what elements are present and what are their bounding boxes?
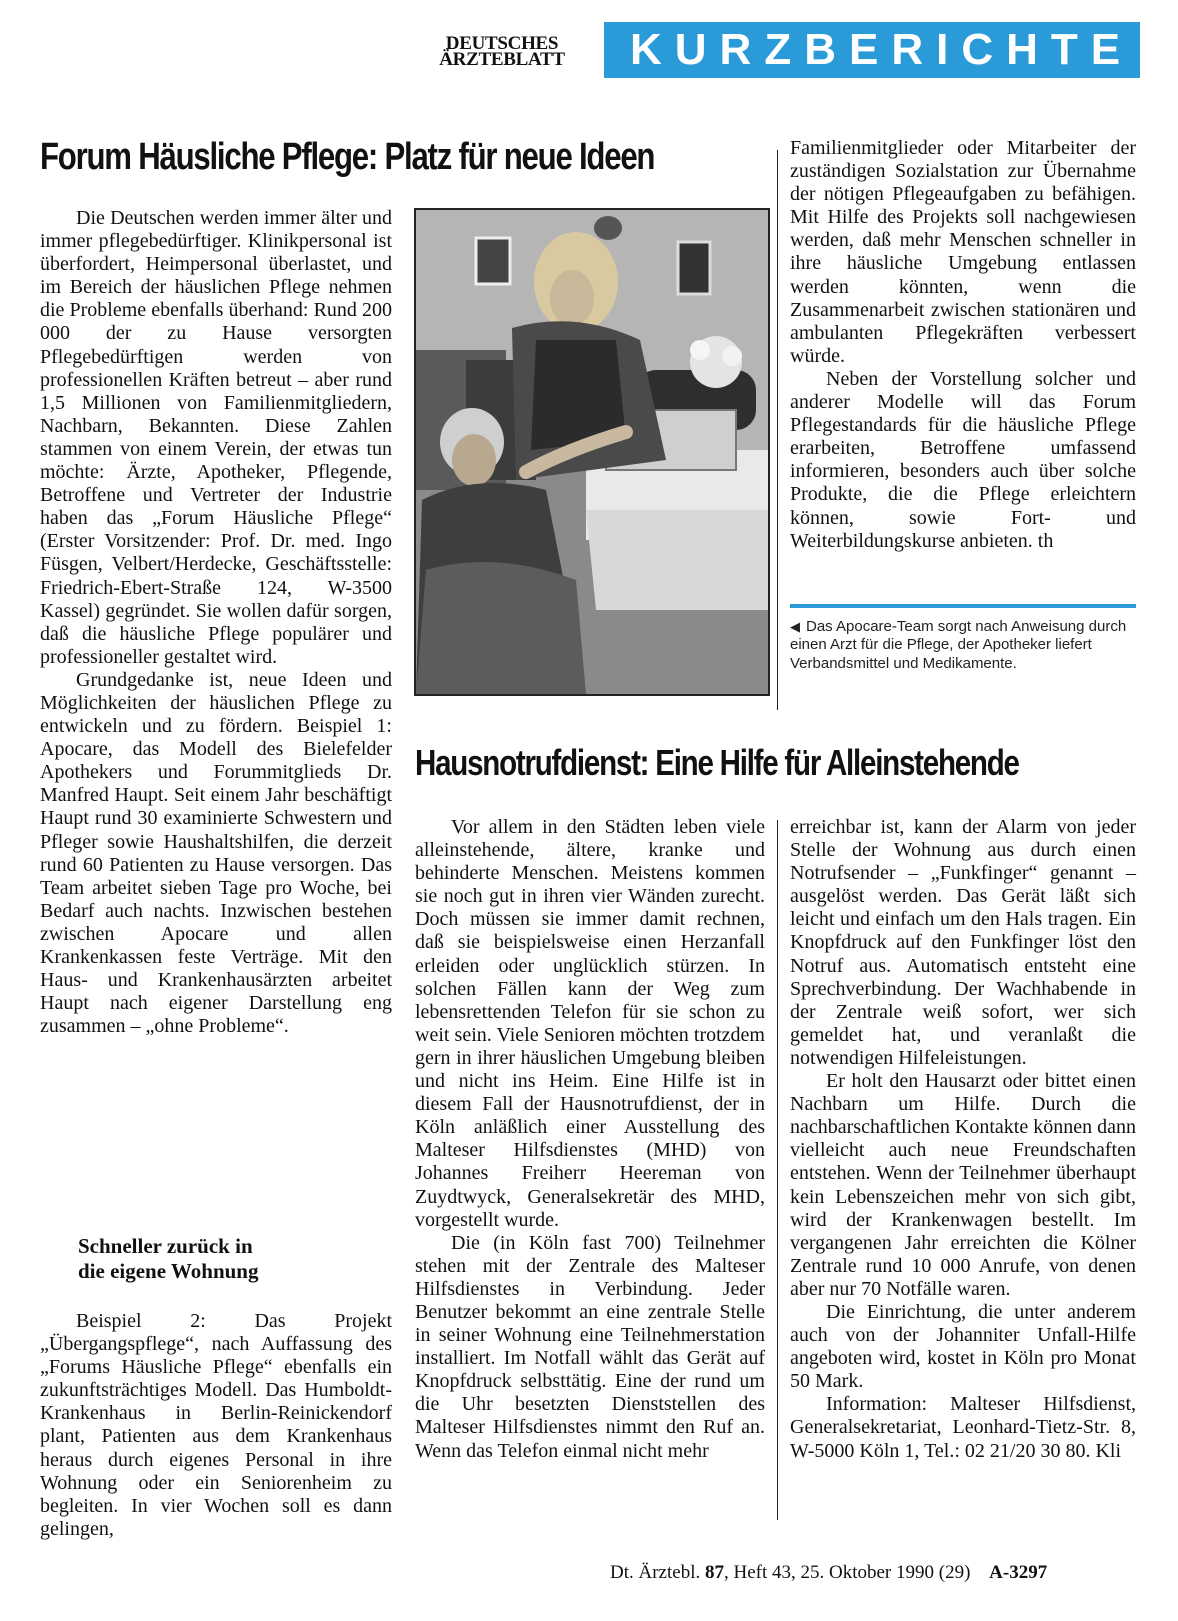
article1-subheading xyxy=(78,1234,398,1284)
section-title: KURZBERICHTE xyxy=(630,25,1134,74)
article2-col3-para3: Die Einrichtung, die unter anderem auch von der Johanniter Unfall-Hilfe angeboten wird, kostet in Köln pro Monat 50 Mark. xyxy=(790,1300,1136,1393)
column-divider xyxy=(777,820,778,1520)
article2-headline: Hausnotrufdienst: Eine Hilfe für Alleinstehende xyxy=(415,742,1019,783)
caption-text: Das Apocare-Team sorgt nach Anweisung durch einen Arzt für die Pflege, der Apotheker liefert Verbandsmittel und Medikamente. xyxy=(790,618,1127,672)
article1-col3-para1: Familienmitglieder oder Mitarbeiter der zuständigen Sozialstation zur Übernahme der nötigen Pflegeaufgaben zu befähigen. Mit Hilfe des Projekts soll nachgewiesen werden, daß mehr Menschen schneller in ihre häusliche Umgebung entlassen werden könnten, wenn die Zusammenarbeit zwischen stationären und ambulanten Pflegekräften verbessert würde. xyxy=(790,137,1136,367)
article1-column3 xyxy=(790,137,1136,553)
masthead-line2: ÄRZTEBLATT xyxy=(439,49,565,70)
page-footer xyxy=(610,1562,1047,1584)
article2-column1 xyxy=(415,816,765,1463)
article1-column1-continued xyxy=(40,1310,392,1541)
caption-arrow-icon: ◀ xyxy=(790,619,800,634)
footer-page-number: A-3297 xyxy=(989,1562,1048,1583)
footer-issue: , Heft 43, 25. Oktober 1990 (29) xyxy=(723,1562,971,1583)
masthead-logo xyxy=(420,33,584,70)
article2-column2 xyxy=(790,816,1136,1463)
article1-col1b-para: Beispiel 2: Das Projekt „Übergangspflege“, nach Auffassung des „Forums Häusliche Pflege“ ebenfalls ein zukunftsträchtiges Modell. Das Humboldt-Krankenhaus in Berlin-Reinickendorf plant, Patienten aus dem Krankenhaus heraus durch eigenes Personal in ihre Wohnung oder ein Seniorenheim zu begleiten. In vier Wochen soll es dann gelingen, xyxy=(40,1310,392,1540)
masthead-line1: DEUTSCHES xyxy=(445,33,559,54)
photo-caption xyxy=(790,618,1140,673)
article1-col3-para2: Neben der Vorstellung solcher und anderer Modelle will das Forum Pflegestandards für die häusliche Pflege erarbeiten, Betroffene umfassend informieren, besonders auch über solche Produkte, die die Pflege erleichtern können, sowie Fort- und Weiterbildungskurse anbieten. th xyxy=(790,367,1136,552)
caption-rule xyxy=(790,604,1136,608)
footer-prefix: Dt. Ärztebl. xyxy=(610,1562,701,1583)
photo-illustration xyxy=(416,210,768,694)
section-bar xyxy=(604,22,1140,78)
article1-column1 xyxy=(40,207,392,1038)
article2-col3-para1: erreichbar ist, kann der Alarm von jeder Stelle der Wohnung aus durch einen Notrufsender – „Funkfinger“ genannt – ausgelöst werden. Das Gerät läßt sich leicht und einfach um den Hals tragen. Ein Knopfdruck auf den Funkfinger löst den Notruf aus. Automatisch entsteht eine Sprechverbindung. Der Wachhabende in der Zentrale weiß sofort, wer sich gemeldet hat, und veranlaßt die notwendigen Hilfeleistungen. xyxy=(790,816,1136,1069)
article1-headline: Forum Häusliche Pflege: Platz für neue Ideen xyxy=(40,136,655,178)
article2-col3-para2: Er holt den Hausarzt oder bittet einen Nachbarn um Hilfe. Durch die nachbarschaftlichen Kontakte können dann vielleicht auch neue Freundschaften entstehen. Wenn der Teilnehmer überhaupt kein Lebenszeichen mehr von sich gibt, wird der Krankenwagen bestellt. Im vergangenen Jahr erreichten die Kölner Zentrale rund 10 000 Anrufe, von denen aber nur 70 Notfälle waren. xyxy=(790,1070,1136,1300)
article2-col3-para4: Information: Malteser Hilfsdienst, Generalsekretariat, Leonhard-Tietz-Str. 8, W-5000 Köln 1, Tel.: 02 21/20 30 80. Kli xyxy=(790,1393,1136,1462)
article1-col1-para1: Die Deutschen werden immer älter und immer pflegebedürftiger. Klinikpersonal ist überfordert, Heimpersonal überlastet, und im Bereich der häuslichen Pflege nehmen die Probleme ebenfalls überhand: Rund 200 000 der zu Hause versorgten Pflegebedürftigen werden von professionellen Kräften betreut – aber rund 1,5 Millionen von Familienmitgliedern, Nachbarn, Bekannten. Diese Zahlen stammen von einem Verein, der etwas tun möchte: Ärzte, Apotheker, Pflegende, Betroffene und Vertreter der Industrie haben das „Forum Häusliche Pflege“ (Erster Vorsitzender: Prof. Dr. med. Ingo Füsgen, Velbert/Herdecke, Geschäftsstelle: Friedrich-Ebert-Straße 124, W-3500 Kassel) gegründet. Sie wollen dafür sorgen, daß die häusliche Pflege populärer und professioneller gestaltet wird. xyxy=(40,207,392,668)
column-divider xyxy=(777,150,778,710)
article2-col2-para2: Die (in Köln fast 700) Teilnehmer stehen mit der Zentrale des Malteser Hilfsdienstes in Verbindung. Jeder Benutzer bekommt an eine zentrale Stelle in seiner Wohnung eine Teilnehmerstation installiert. Im Notfall wählt das Gerät auf Knopfdruck selbsttätig. Eine der rund um die Uhr besetzten Dienststellen des Malteser Hilfsdienstes nimmt den Ruf an. Wenn das Telefon einmal nicht mehr xyxy=(415,1231,765,1462)
article1-col1-para2: Grundgedanke ist, neue Ideen und Möglichkeiten der häuslichen Pflege zu entwickeln und zu fördern. Beispiel 1: Apocare, das Modell des Bielefelder Apothekers und Forummitglieds Dr. Manfred Haupt. Seit einem Jahr beschäftigt Haupt rund 30 examinierte Schwestern und Pfleger sowie Haushaltshilfen, die derzeit rund 60 Patienten zu Hause versorgen. Das Team arbeitet sieben Tage pro Woche, bei Bedarf auch nachts. Inzwischen bestehen zwischen Apocare und allen Krankenkassen feste Verträge. Mit den Haus- und Krankenhausärzten arbeitet Haupt nach eigener Darstellung eng zusammen – „ohne Probleme“. xyxy=(40,668,392,1038)
photo-apocare-team xyxy=(414,208,770,696)
article2-col2-para1: Vor allem in den Städten leben viele alleinstehende, ältere, kranke und behinderte Menschen. Meistens kommen sie noch gut in ihren vier Wänden zurecht. Doch müssen sie immer damit rechnen, daß sie beispielsweise einen Herzanfall erleiden oder unglücklich stürzen. In solchen Fällen kann der Weg zum lebensrettenden Telefon für sie schon zu weit sein. Viele Senioren möchten trotzdem gern in ihrer häuslichen Umgebung bleiben und nicht ins Heim. Eine Hilfe ist in diesem Fall der Hausnotrufdienst, der in Köln anläßlich einer Ausstellung des Malteser Hilfsdienstes (MHD) von Johannes Freiherr Heereman von Zuydtwyck, Generalsekretär des MHD, vorgestellt wurde. xyxy=(415,816,765,1231)
article1-subheading-line1: Schneller zurück in xyxy=(78,1234,253,1258)
footer-volume: 87 xyxy=(704,1562,724,1583)
article1-subheading-line2: die eigene Wohnung xyxy=(78,1259,259,1283)
